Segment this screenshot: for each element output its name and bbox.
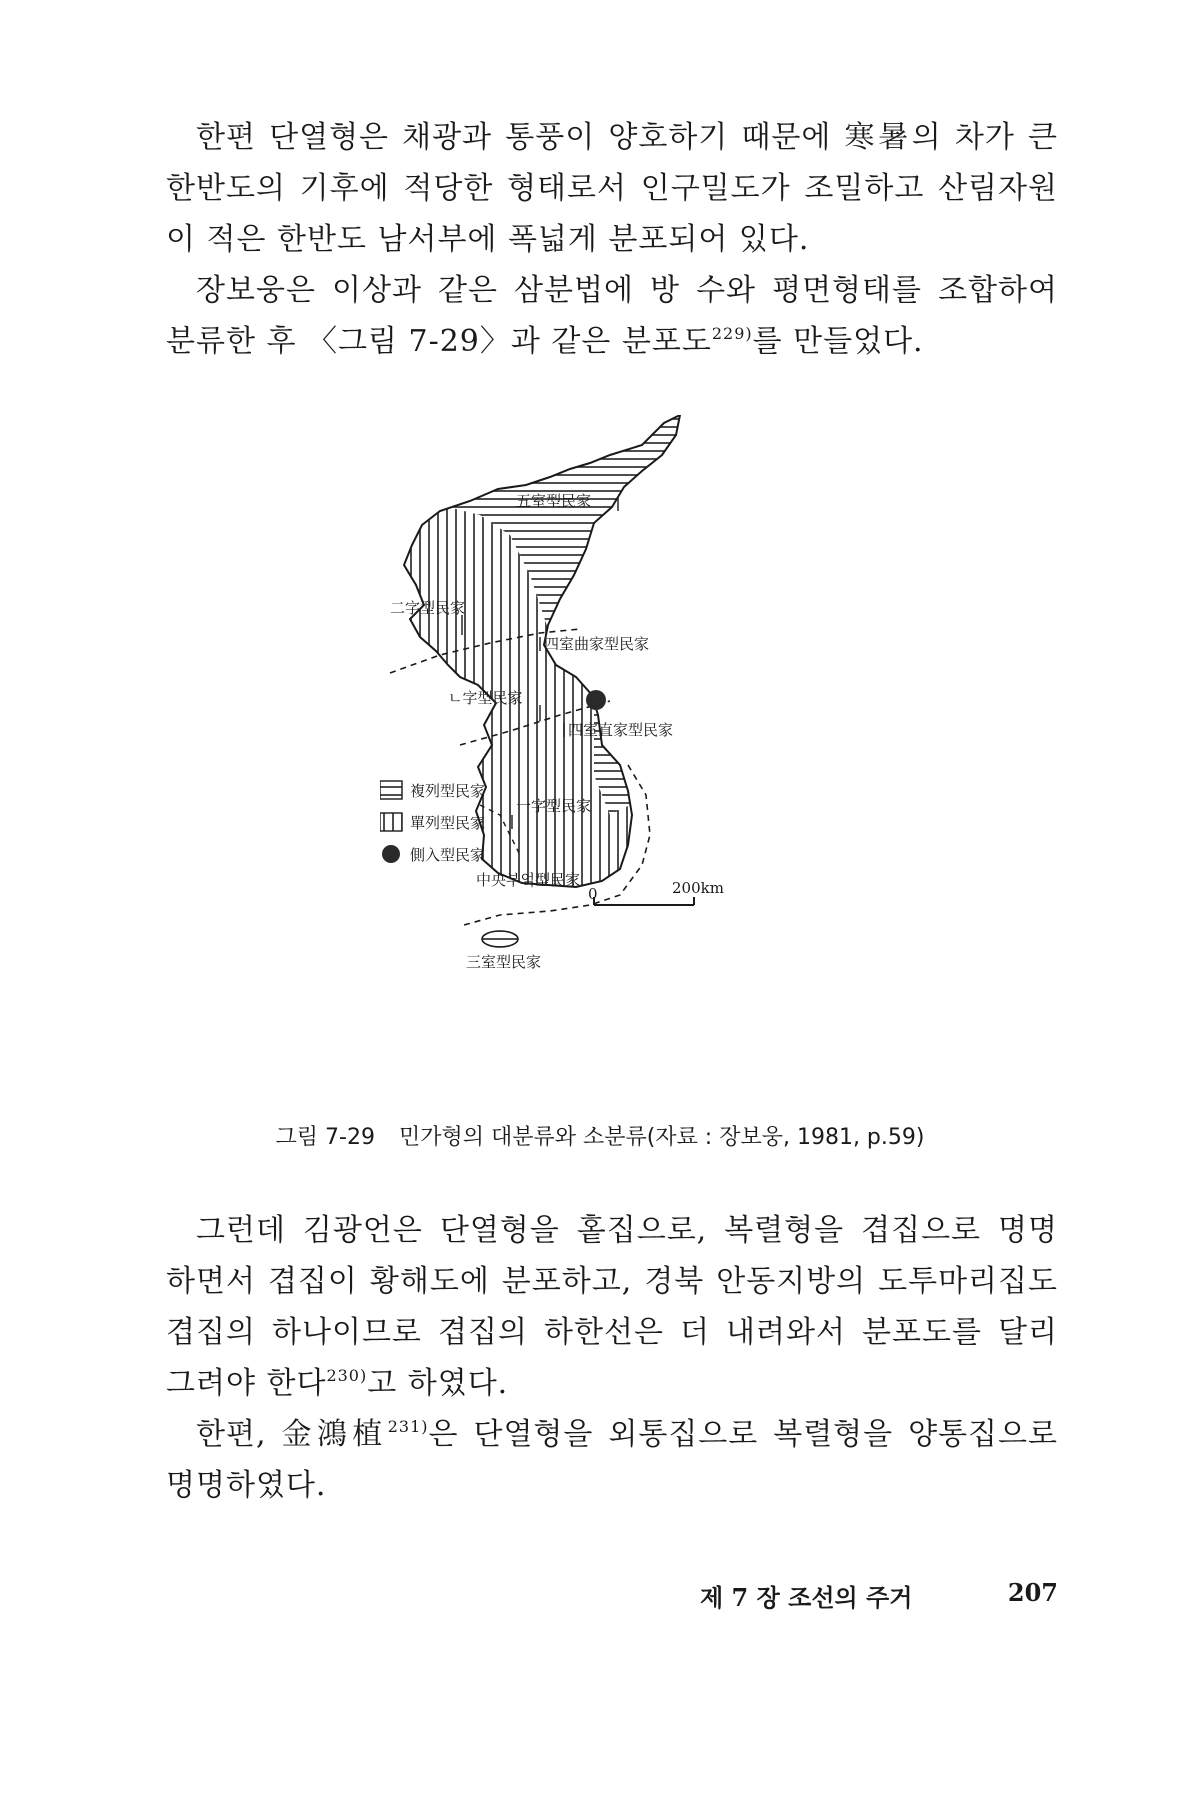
label-central-kitchen: 中央부엌型民家 (476, 871, 580, 889)
scale-bar (588, 879, 724, 905)
label-l-shape: ㄴ字型民家 (448, 689, 523, 707)
map-svg (380, 415, 860, 1105)
paragraph-4-text: 한편, 金鴻植 (196, 1417, 388, 1452)
scale-zero: 0 (588, 885, 598, 903)
footnote-ref-229: 229) (711, 324, 753, 343)
label-five-room: 五室型民家 (516, 492, 592, 510)
jeju-island (482, 931, 518, 947)
legend-single-row: 單列型民家 (410, 814, 486, 832)
scale-distance: 200km (672, 879, 724, 897)
label-four-room-curved: 四室曲家型民家 (544, 635, 650, 653)
label-two-char: 二字型民家 (390, 599, 466, 617)
korea-house-type-map (380, 415, 860, 1105)
map-legend (380, 781, 485, 864)
legend-swatch-side-entry (382, 845, 400, 863)
paragraph-3 (166, 1205, 1058, 1409)
label-one-char: 一字型民家 (516, 797, 592, 815)
paragraph-3-text: 그런데 김광언은 단열형을 홑집으로, 복렬형을 겹집으로 명명 하면서 겹집이 황해도에 분포하고, 경북 안동지방의 도투마리집도 겹집의 하나이므로 겹집의 하한선은 더 내려와서 분포도를 달리 그려야 한다 (166, 1213, 1058, 1401)
footnote-ref-231: 231) (387, 1417, 429, 1436)
legend-side-entry: 側入型民家 (410, 846, 486, 864)
paragraph-2-text-end: 를 만들었다. (752, 324, 924, 359)
legend-swatch-single-row (380, 813, 402, 831)
paragraph-2 (166, 265, 1058, 367)
paragraph-4 (166, 1409, 1058, 1511)
chapter-title: 제 7 장 조선의 주거 (700, 1583, 913, 1612)
footnote-ref-230: 230) (326, 1366, 368, 1385)
page-footer (700, 1578, 1058, 1613)
caption-number: 그림 7-29 (275, 1125, 375, 1150)
caption-text: 민가형의 대분류와 소분류(자료 : 장보웅, 1981, p.59) (398, 1125, 925, 1150)
paragraph-1-text: 한편 단열형은 채광과 통풍이 양호하기 때문에 寒暑의 차가 큰 한반도의 기후에 적당한 형태로서 인구밀도가 조밀하고 산림자원이 적은 한반도 남서부에 폭넓게 분포되어 있다. (166, 120, 1058, 257)
paragraph-1 (166, 112, 1058, 265)
page-number: 207 (1007, 1578, 1058, 1607)
figure-caption (0, 1120, 1200, 1151)
paragraph-3-text-end: 고 하였다. (367, 1366, 509, 1401)
legend-double-row: 複列型民家 (410, 782, 486, 800)
paragraph-2-text: 장보웅은 이상과 같은 삼분법에 방 수와 평면형태를 조합하여 분류한 후 〈그림 7-29〉과 같은 분포도 (166, 273, 1058, 359)
label-four-room-straight: 四室直家型民家 (568, 721, 674, 739)
paragraph-4-text-end: 은 단열형을 외통집으로 복렬형을 양통집으로 명명하였다. (166, 1417, 1058, 1503)
legend-swatch-double-row (380, 781, 402, 799)
label-three-room: 三室型民家 (466, 953, 542, 971)
side-entry-marker (586, 690, 606, 710)
